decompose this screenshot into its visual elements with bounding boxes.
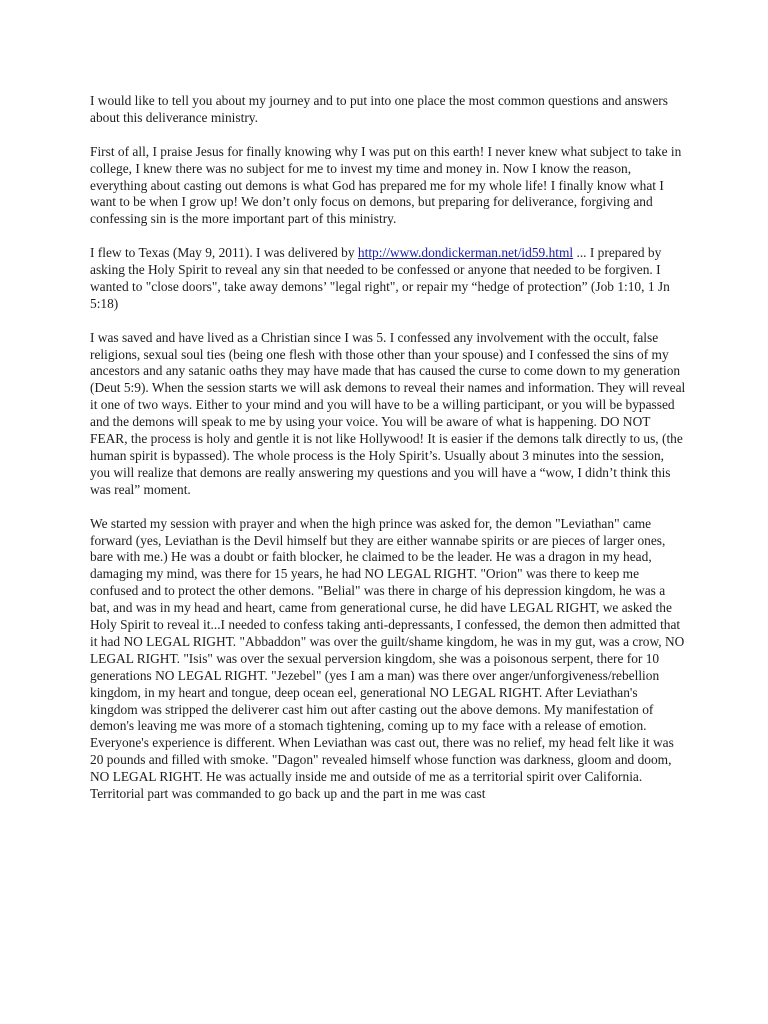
document-page xyxy=(90,93,686,820)
paragraph-texas xyxy=(90,245,686,313)
paragraph-intro: I would like to tell you about my journey and to put into one place the most common questions and answers about this deliverance ministry. xyxy=(90,93,668,125)
dondickerman-link[interactable]: http://www.dondickerman.net/id59.html xyxy=(357,245,574,261)
paragraph-saved: I was saved and have lived as a Christian since I was 5. I confessed any involvement with the occult, false religions, sexual soul ties (being one flesh with those other than your spouse) and I confessed the sins of my ancestors and any satanic oaths they may have made that has caused the curse to come down to my generation (Deut 5:9). When the session starts we will ask demons to reveal their names and information. They will reveal it one of two ways. Either to your mind and you will have to be a willing participant, or you will be bypassed and the demons will speak to me by using your voice. You will be aware of what is happening. DO NOT FEAR, the process is holy and gentle it is not like Hollywood! It is easier if the demons talk directly to us, (the human spirit is bypassed). The whole process is the Holy Spirit’s. Usually about 3 minutes into the session, you will realize that demons are really answering my questions and you will have a “wow, I didn’t think this was real” moment. xyxy=(90,329,686,497)
paragraph-texas-text-after: ... I prepared by asking the Holy Spirit to reveal any sin that needed to be confessed or anyone that needed to be forgiven. I wanted to "close doors", take away demons’ "legal right", or repair my “hedge of protection” (Job 1:10, 1 Jn 5:18) xyxy=(90,245,670,311)
paragraph-texas-text-before: I flew to Texas (May 9, 2011). I was delivered by xyxy=(90,245,358,261)
paragraph-session: We started my session with prayer and when the high prince was asked for, the demon "Leviathan" came forward (yes, Leviathan is the Devil himself but they are either wannabe spirits or are pieces of larger ones, bare with me.) He was a doubt or faith blocker, he claimed to be the leader. He was a dragon in my head, damaging my mind, was there for 15 years, he had NO LEGAL RIGHT. "Orion" was there to keep me confused and to protect the other demons. "Belial" was there in charge of his depression kingdom, he was a bat, and was in my head and heart, came from generational curse, he did have LEGAL RIGHT, we asked the Holy Spirit to reveal it...I needed to confess taking anti-depressants, I confessed, the demon then admitted that it had NO LEGAL RIGHT. "Abbaddon" was over the guilt/shame kingdom, he was in my gut, was a crow, NO LEGAL RIGHT. "Isis" was over the sexual perversion kingdom, she was a poisonous serpent, there for 10 generations NO LEGAL RIGHT. "Jezebel" (yes I am a man) was there over anger/unforgiveness/rebellion kingdom, in my heart and tongue, deep ocean eel, generational NO LEGAL RIGHT. After Leviathan's kingdom was stripped the deliverer cast him out after casting out the above demons. My manifestation of demon's leaving me was more of a stomach tightening, coming up to my face with a release of emotion. Everyone's experience is different. When Leviathan was cast out, there was no relief, my head felt like it was 20 pounds and filled with smoke. "Dagon" revealed himself whose function was darkness, gloom and doom, NO LEGAL RIGHT. He was actually inside me and outside of me as a territorial spirit over California. Territorial part was commanded to go back up and the part in me was cast xyxy=(90,515,685,802)
paragraph-praise: First of all, I praise Jesus for finally knowing why I was put on this earth! I never knew what subject to take in college, I knew there was no subject for me to invest my time and money in. Now I know the reason, everything about casting out demons is what God has prepared me for my whole life! I finally know what I want to be when I grow up! We don’t only focus on demons, but preparing for deliverance, forgiving and confessing sin is the more important part of this ministry. xyxy=(90,143,682,227)
